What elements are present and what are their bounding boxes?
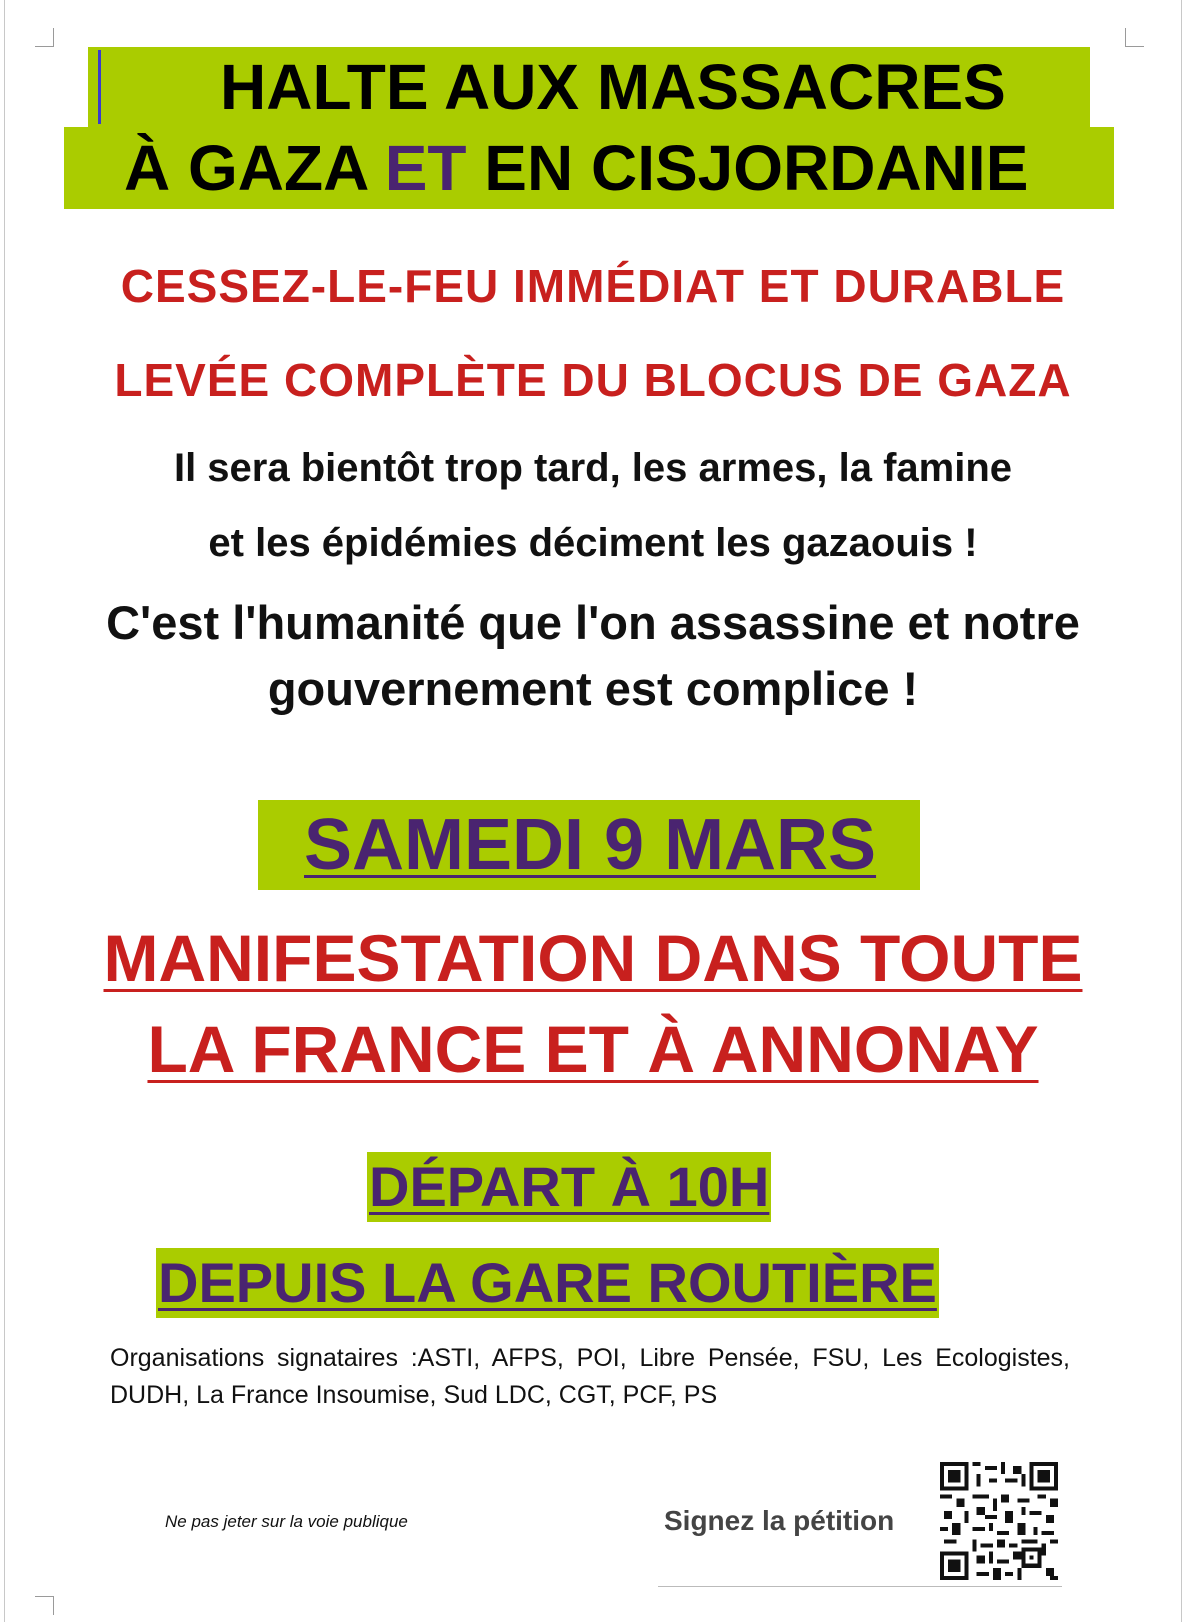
message-line-2: et les épidémies déciment les gazaouis ! xyxy=(208,521,978,565)
petition-divider xyxy=(658,1586,1062,1587)
message-line-4: gouvernement est complice ! xyxy=(267,662,919,715)
manifestation-line-2: LA FRANCE ET À ANNONAY xyxy=(147,1012,1039,1086)
message-line-1: Il sera bientôt trop tard, les armes, la famine xyxy=(173,446,1013,490)
crop-mark-top-right xyxy=(1125,28,1144,47)
title-line-2-and: ET xyxy=(384,132,467,204)
departure-time: DÉPART À 10H xyxy=(367,1152,771,1222)
title-line-2 xyxy=(64,127,1114,209)
title-line-1: HALTE AUX MASSACRES xyxy=(88,47,1090,127)
event-date: SAMEDI 9 MARS xyxy=(258,800,920,890)
text-cursor xyxy=(98,50,101,124)
crop-mark-bottom-left xyxy=(35,1596,54,1615)
crop-mark-top-left xyxy=(35,28,54,47)
qr-code-icon[interactable] xyxy=(940,1462,1058,1580)
departure-place: DEPUIS LA GARE ROUTIÈRE xyxy=(156,1248,939,1318)
footer-note: Ne pas jeter sur la voie publique xyxy=(165,1512,408,1531)
manifestation-line-1: MANIFESTATION DANS TOUTE xyxy=(103,921,1083,995)
title-line-2-part-3: EN CISJORDANIE xyxy=(466,132,1029,204)
title-line-2-part-1: À GAZA xyxy=(124,132,385,204)
demand-blockade: LEVÉE COMPLÈTE DU BLOCUS DE GAZA xyxy=(114,354,1072,406)
demand-ceasefire: CESSEZ-LE-FEU IMMÉDIAT ET DURABLE xyxy=(120,260,1066,312)
petition-label: Signez la pétition xyxy=(664,1505,895,1536)
organisations-signataires: Organisations signataires :ASTI, AFPS, POI, Libre Pensée, FSU, Les Ecologistes, DUDH, La France Insoumise, Sud LDC, CGT, PCF, PS xyxy=(110,1344,1070,1409)
message-line-3: C'est l'humanité que l'on assassine et notre xyxy=(106,596,1080,649)
